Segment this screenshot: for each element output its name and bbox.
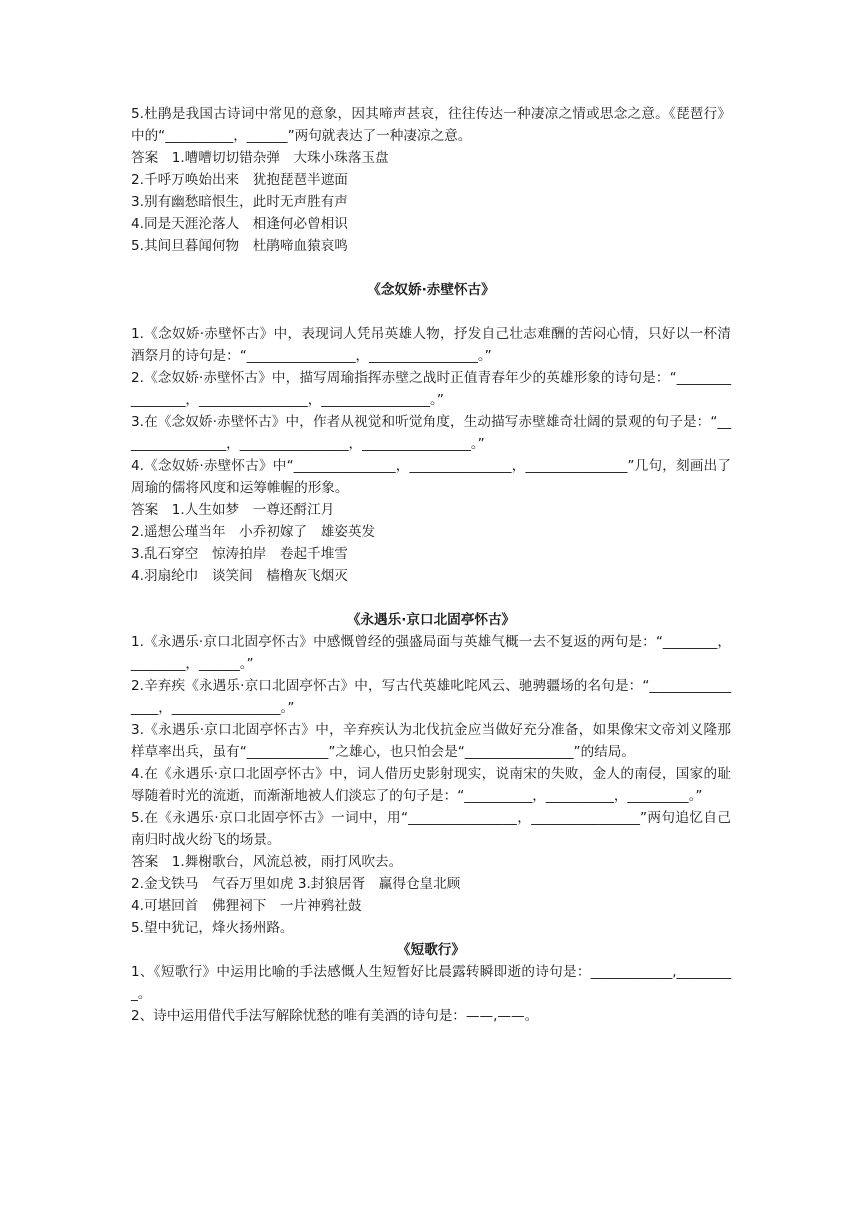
duangexing-section xyxy=(131,939,731,1027)
section-title: 《念奴娇·赤壁怀古》 xyxy=(367,282,495,298)
pipa-section xyxy=(131,103,731,257)
yongyule-section xyxy=(131,609,731,939)
section-title: 《短歌行》 xyxy=(397,942,465,958)
answer-line: 答案 1.舞榭歌台，风流总被，雨打风吹去。 xyxy=(131,854,403,870)
question-1: 1.《永遇乐·京口北固亭怀古》中感慨曾经的强盛局面与英雄气概一去不复返的两句是：“________，________，______。” xyxy=(131,634,731,672)
answer-line: 4.羽扇纶巾 谈笑间 樯橹灰飞烟灭 xyxy=(131,568,348,584)
question-4: 4.《念奴娇·赤壁怀古》中“_______________，_______________，_______________”几句，刻画出了周瑜的儒将风度和运筹帷幄的形象。 xyxy=(131,458,731,496)
question-1: 1、《短歌行》中运用比喻的手法感慨人生短暂好比晨露转瞬即逝的诗句是：____________,_________。 xyxy=(131,964,731,1002)
answer-line: 3.乱石穿空 惊涛拍岸 卷起千堆雪 xyxy=(131,546,348,562)
answer-line: 5.望中犹记，烽火扬州路。 xyxy=(131,920,294,936)
document-page xyxy=(131,103,731,1027)
answer-line: 4.同是天涯沦落人 相逢何必曾相识 xyxy=(131,216,348,232)
answer-line: 答案 1.嘈嘈切切错杂弹 大珠小珠落玉盘 xyxy=(131,150,389,166)
answer-line: 3.别有幽愁暗恨生，此时无声胜有声 xyxy=(131,194,348,210)
question-3: 3.《永遇乐·京口北固亭怀古》中，辛弃疾认为北伐抗金应当做好充分准备，如果像宋文帝刘义隆那样草率出兵，虽有“____________”之雄心，也只怕会是“________________”的结局。 xyxy=(131,722,731,760)
niannujiao-section xyxy=(131,279,731,587)
section-title: 《永遇乐·京口北固亭怀古》 xyxy=(346,612,516,628)
question-2: 2.辛弃疾《永遇乐·京口北固亭怀古》中，写古代英雄叱咤风云、驰骋疆场的名句是：“________________，________________。” xyxy=(131,678,731,716)
question-5: 5.杜鹃是我国古诗词中常见的意象，因其啼声甚哀，往往传达一种凄凉之情或思念之意。《琵琶行》中的“__________，______”两句就表达了一种凄凉之意。 xyxy=(131,106,731,144)
answer-line: 2.千呼万唤始出来 犹抱琵琶半遮面 xyxy=(131,172,348,188)
question-5: 5.在《永遇乐·京口北固亭怀古》一词中，用“________________，________________”两句追忆自己南归时战火纷飞的场景。 xyxy=(131,810,731,848)
answer-line: 2.遥想公瑾当年 小乔初嫁了 雄姿英发 xyxy=(131,524,376,540)
question-3: 3.在《念奴娇·赤壁怀古》中，作者从视觉和听觉角度，生动描写赤壁雄奇壮阔的景观的句子是：“________________，________________，________________。” xyxy=(131,414,731,452)
answer-line: 5.其间旦暮闻何物 杜鹃啼血猿哀鸣 xyxy=(131,238,348,254)
question-4: 4.在《永遇乐·京口北固亭怀古》中，词人借历史影射现实，说南宋的失败，金人的南侵，国家的耻辱随着时光的流逝，而渐渐地被人们淡忘了的句子是：“__________，__________，_________。” xyxy=(131,766,731,804)
question-2: 2、诗中运用借代手法写解除忧愁的唯有美酒的诗句是：——,——。 xyxy=(131,1008,539,1024)
question-1: 1.《念奴娇·赤壁怀古》中，表现词人凭吊英雄人物，抒发自己壮志难酬的苦闷心情，只好以一杯清酒祭月的诗句是：“________________，________________。” xyxy=(131,326,731,364)
question-2: 2.《念奴娇·赤壁怀古》中，描写周瑜指挥赤壁之战时正值青春年少的英雄形象的诗句是：“________________，________________，________________。” xyxy=(131,370,731,408)
answer-line: 2.金戈铁马 气吞万里如虎 3.封狼居胥 赢得仓皇北顾 xyxy=(131,876,461,892)
answer-line: 4.可堪回首 佛狸祠下 一片神鸦社鼓 xyxy=(131,898,362,914)
answer-line: 答案 1.人生如梦 一尊还酹江月 xyxy=(131,502,335,518)
